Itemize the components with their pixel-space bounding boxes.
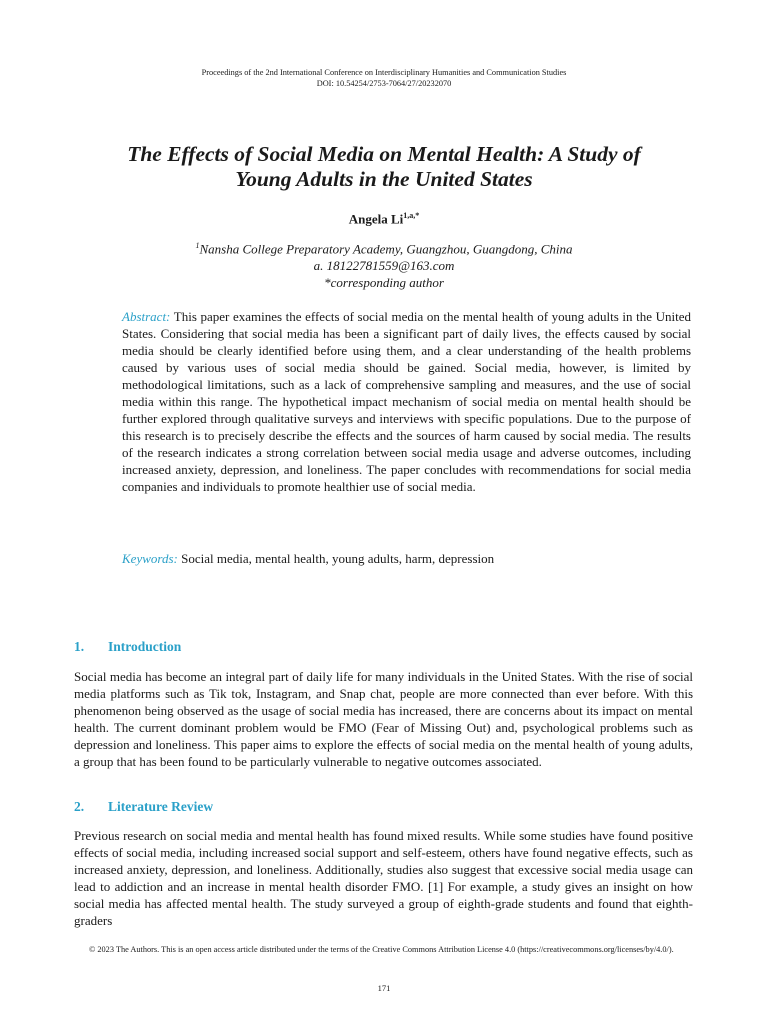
- author-name: Angela Li: [348, 211, 404, 227]
- section-number: 2.: [74, 799, 85, 814]
- introduction-paragraph: Social media has become an integral part of daily life for many individuals in the United States. With the rise of social media platforms such as Tik tok, Instagram, and Snap chat, people are more connected than ever before. With this phenomenon being observed as the usage of social media has increased, there are concerns about its impact on mental health. The current dominant problem would be FMO (Fear of Missing Out) and, psychological problems such as depression and loneliness. This paper aims to explore the effects of social media on the mental health of young adults, a group that has been found to be particularly vulnerable to negative outcomes associated.: [74, 669, 693, 769]
- keywords-text: Social media, mental health, young adults, harm, depression: [181, 551, 495, 566]
- affiliation-line: [0, 237, 768, 257]
- keywords-label: Keywords:: [122, 551, 178, 566]
- section-heading-introduction: [74, 639, 181, 655]
- affiliation-block: [0, 237, 768, 291]
- section-title: Introduction: [108, 639, 182, 654]
- running-header: [0, 67, 768, 89]
- abstract-text: This paper examines the effects of social media on the mental health of young adults in the United States. Considering that social media has been a significant part of daily lives, the effects caused by social media should be clearly identified before using them, and a clear understanding of the health problems caused by various uses of social media should be gained. Social media, however, is limited by methodological limitations, such as a lack of comprehensive sampling and measures, and the use of social media within this range. The hypothetical impact mechanism of social media on mental health should be further explored through qualitative surveys and interviews with specific populations. Due to the purpose of this research is to precisely describe the effects and the sources of harm caused by social media. The results of the research indicates a strong correlation between social media usage and adverse outcomes, including increased anxiety, depression, and loneliness. The paper concludes with recommendations for social media companies and individuals to promote healthier use of social media.: [122, 309, 692, 494]
- proceedings-line: Proceedings of the 2nd International Conference on Interdisciplinary Humanities and Communication Studies: [201, 68, 567, 77]
- paper-title: [40, 142, 728, 192]
- license-footer: © 2023 The Authors. This is an open access article distributed under the terms of the Creative Commons Attribution License 4.0 (https://creativecommons.org/licenses/by/4.0/).: [89, 945, 674, 954]
- section-title: Literature Review: [108, 799, 214, 814]
- keywords: [122, 550, 691, 567]
- email[interactable]: a. 18122781559@163.com: [313, 258, 455, 274]
- title-line-1: The Effects of Social Media on Mental Health: A Study of: [127, 142, 641, 166]
- institution: Nansha College Preparatory Academy, Guangzhou, Guangdong, China: [199, 241, 573, 257]
- abstract: [122, 308, 691, 495]
- doi-line: DOI: 10.54254/2753-7064/27/20232070: [316, 79, 452, 88]
- author-superscript: 1,a,*: [403, 211, 420, 220]
- page-number: 171: [377, 983, 391, 993]
- abstract-label: Abstract:: [122, 309, 171, 324]
- author: [0, 211, 768, 227]
- section-number: 1.: [74, 639, 85, 654]
- literature-review-paragraph: Previous research on social media and mental health has found mixed results. While some studies have found positive effects of social media, including increased social support and self-esteem, others have found negative effects, such as increased anxiety, depression, and loneliness. Additionally, studies also suggest that excessive social media usage can lead to addiction and an increase in mental health disorder FMO. [1] For example, a study gives an insight on how social media has affected mental health. The study surveyed a group of eighth-grade students and found that eighth-graders: [74, 828, 693, 928]
- corresponding-note: *corresponding author: [324, 275, 444, 291]
- affiliation-superscript: 1: [195, 241, 200, 250]
- section-heading-literature-review: [74, 799, 213, 815]
- title-line-2: Young Adults in the United States: [235, 167, 533, 191]
